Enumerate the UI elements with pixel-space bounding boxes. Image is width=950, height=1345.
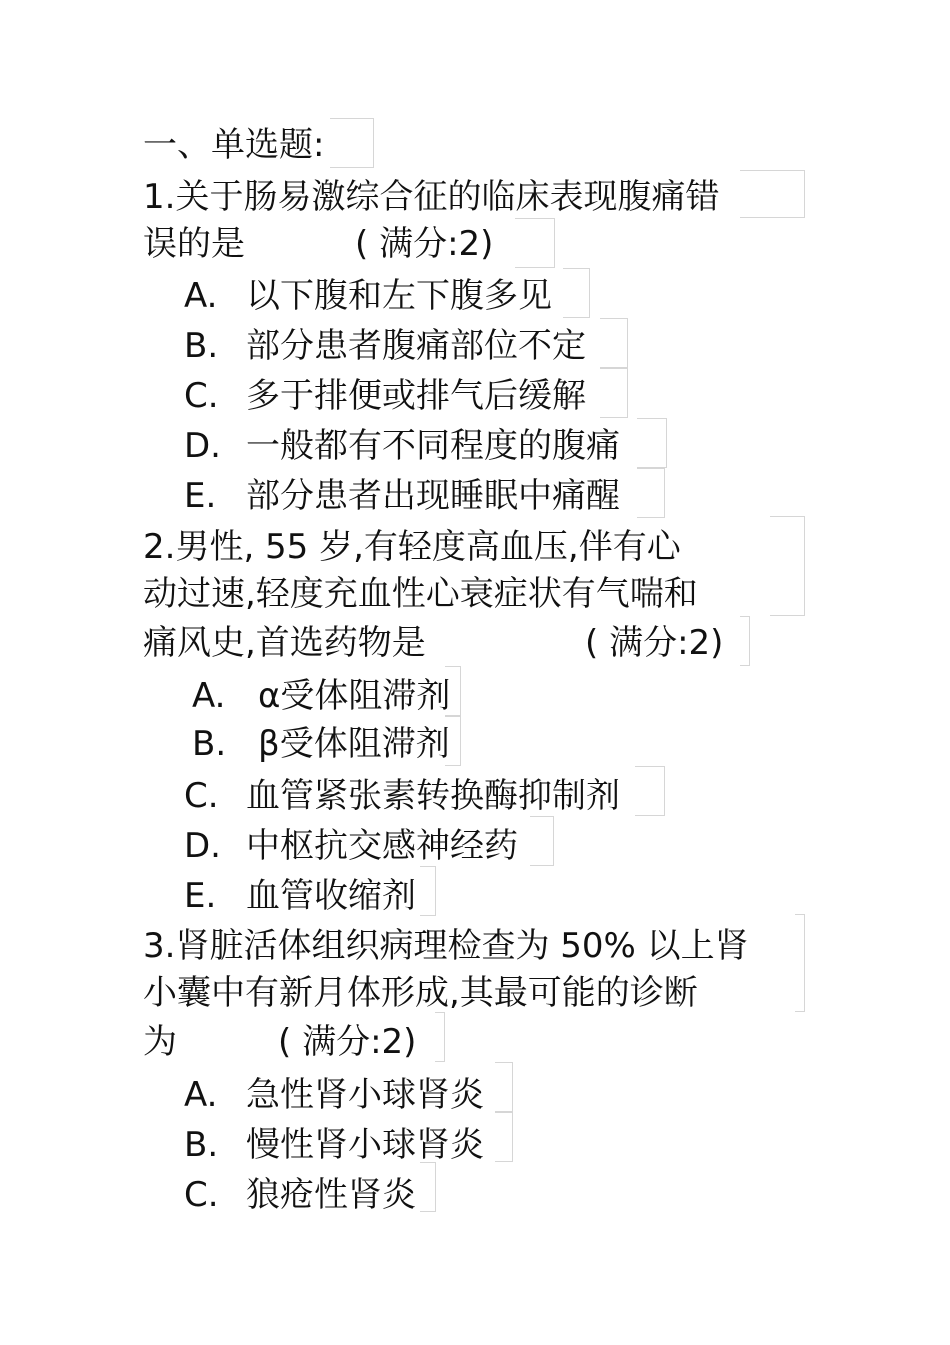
question-2-text: 2.男性, 55 岁,有轻度高血压,伴有心 xyxy=(143,527,681,567)
cell-outline xyxy=(600,368,628,418)
option-text: 急性肾小球肾炎 xyxy=(246,1075,484,1115)
option-letter: C. xyxy=(184,776,219,816)
option-text: 慢性肾小球肾炎 xyxy=(246,1125,484,1165)
cell-outline xyxy=(515,218,555,268)
cell-outline xyxy=(435,1012,445,1062)
question-3-text-cont: 小囊中有新月体形成,其最可能的诊断 xyxy=(143,973,698,1013)
q2-option-b[interactable] xyxy=(192,722,450,766)
section-title: 一、单选题: xyxy=(143,125,325,165)
q2-option-a[interactable] xyxy=(192,674,450,718)
q3-option-b[interactable] xyxy=(184,1123,484,1167)
q1-option-a[interactable] xyxy=(184,274,552,318)
q2-option-e[interactable] xyxy=(184,874,416,918)
cell-outline xyxy=(795,914,805,1012)
q1-option-c[interactable] xyxy=(184,374,586,418)
option-text: 狼疮性肾炎 xyxy=(246,1175,416,1215)
question-2-text-cont2: 痛风史,首选药物是 xyxy=(143,623,426,663)
cell-outline xyxy=(635,766,665,816)
question-3-text-cont2: 为 xyxy=(143,1022,177,1062)
cell-outline xyxy=(563,268,590,318)
question-1-score: ( 满分:2) xyxy=(355,224,494,264)
q3-option-c[interactable] xyxy=(184,1173,416,1217)
option-letter: E. xyxy=(184,476,217,516)
option-letter: B. xyxy=(192,724,227,764)
cell-outline xyxy=(420,866,436,916)
option-letter: D. xyxy=(184,826,221,866)
question-3-score: ( 满分:2) xyxy=(278,1022,417,1062)
option-text: β受体阻滞剂 xyxy=(258,724,450,764)
q2-option-c[interactable] xyxy=(184,774,620,818)
q2-option-d[interactable] xyxy=(184,824,518,868)
question-2-score: ( 满分:2) xyxy=(585,623,724,663)
question-2-text-cont: 动过速,轻度充血性心衰症状有气喘和 xyxy=(143,574,698,614)
option-text: 以下腹和左下腹多见 xyxy=(246,276,552,316)
option-letter: B. xyxy=(184,326,219,366)
option-letter: D. xyxy=(184,426,221,466)
option-letter: A. xyxy=(184,1075,218,1115)
option-letter: C. xyxy=(184,1175,219,1215)
option-text: 血管紧张素转换酶抑制剂 xyxy=(246,776,620,816)
cell-outline xyxy=(530,816,554,866)
option-text: 部分患者腹痛部位不定 xyxy=(246,326,586,366)
question-3-text: 3.肾脏活体组织病理检查为 50% 以上肾 xyxy=(143,926,749,966)
cell-outline xyxy=(330,118,374,168)
cell-outline xyxy=(495,1062,513,1112)
q1-option-d[interactable] xyxy=(184,424,620,468)
cell-outline xyxy=(637,418,667,468)
option-text: 中枢抗交感神经药 xyxy=(246,826,518,866)
cell-outline xyxy=(740,170,805,218)
option-text: 一般都有不同程度的腹痛 xyxy=(246,426,620,466)
cell-outline xyxy=(600,318,628,368)
cell-outline xyxy=(420,1162,436,1212)
option-letter: A. xyxy=(192,676,226,716)
question-1-text-cont xyxy=(143,222,245,266)
cell-outline xyxy=(495,1112,513,1162)
option-text: 多于排便或排气后缓解 xyxy=(246,376,586,416)
cell-outline xyxy=(637,468,665,518)
option-letter: E. xyxy=(184,876,217,916)
option-letter: B. xyxy=(184,1125,219,1165)
option-text: 血管收缩剂 xyxy=(246,876,416,916)
q1-option-b[interactable] xyxy=(184,324,586,368)
cell-outline xyxy=(740,616,750,666)
option-letter: C. xyxy=(184,376,219,416)
question-1-text: 1.关于肠易激综合征的临床表现腹痛错 xyxy=(143,177,720,217)
q3-option-a[interactable] xyxy=(184,1073,484,1117)
option-text: 部分患者出现睡眠中痛醒 xyxy=(246,476,620,516)
q1-option-e[interactable] xyxy=(184,474,620,518)
cell-outline xyxy=(770,516,805,616)
option-text: α受体阻滞剂 xyxy=(258,676,451,716)
option-letter: A. xyxy=(184,276,218,316)
question-1-line2: 误的是 xyxy=(143,224,245,264)
